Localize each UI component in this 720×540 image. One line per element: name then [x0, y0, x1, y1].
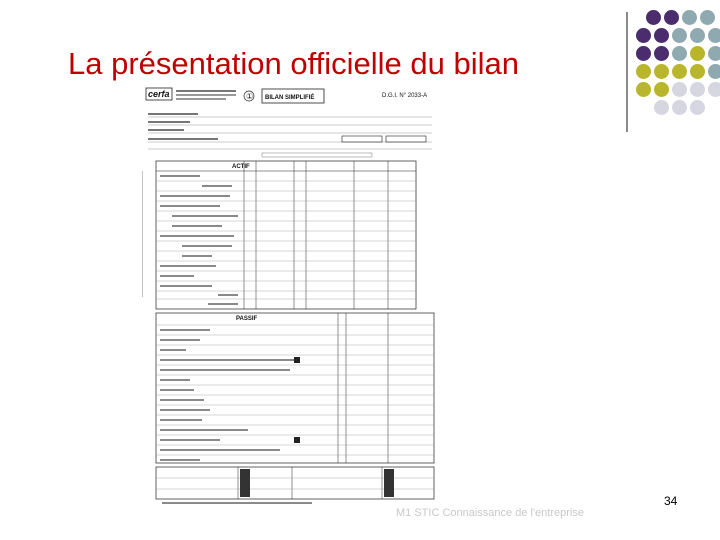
- dot: [636, 82, 651, 97]
- dot: [708, 46, 720, 61]
- dot: [672, 64, 687, 79]
- dot: [672, 100, 687, 115]
- dot: [672, 46, 687, 61]
- cerfa-logo: cerfa: [148, 89, 170, 99]
- dot: [646, 10, 661, 25]
- dot: [690, 64, 705, 79]
- dot: [672, 28, 687, 43]
- decorative-divider: [626, 12, 628, 132]
- dot: [690, 100, 705, 115]
- dot: [690, 46, 705, 61]
- dot: [708, 28, 720, 43]
- passif-header: PASSIF: [236, 316, 258, 322]
- decorative-dot-grid: [636, 10, 720, 125]
- dot: [636, 28, 651, 43]
- dot: [654, 64, 669, 79]
- form-title: BILAN SIMPLIFIÉ: [265, 95, 315, 101]
- dot: [636, 64, 651, 79]
- dot: [682, 10, 697, 25]
- balance-sheet-form-image: [142, 85, 437, 508]
- form-number-circle: ①: [246, 92, 254, 101]
- dot: [690, 82, 705, 97]
- slide-footer: M1 STIC Connaissance de l'entreprise: [396, 507, 584, 519]
- actif-header: ACTIF: [232, 164, 250, 170]
- dot: [654, 46, 669, 61]
- dot: [708, 82, 720, 97]
- dot: [700, 10, 715, 25]
- dot: [654, 28, 669, 43]
- dot: [636, 46, 651, 61]
- dot: [654, 100, 669, 115]
- dot: [654, 82, 669, 97]
- dot: [708, 64, 720, 79]
- slide-title: La présentation officielle du bilan: [68, 46, 519, 81]
- dot: [664, 10, 679, 25]
- dot: [672, 82, 687, 97]
- page-number: 34: [664, 494, 678, 508]
- form-code: D.G.I. N° 2033-A: [382, 93, 428, 99]
- dot: [690, 28, 705, 43]
